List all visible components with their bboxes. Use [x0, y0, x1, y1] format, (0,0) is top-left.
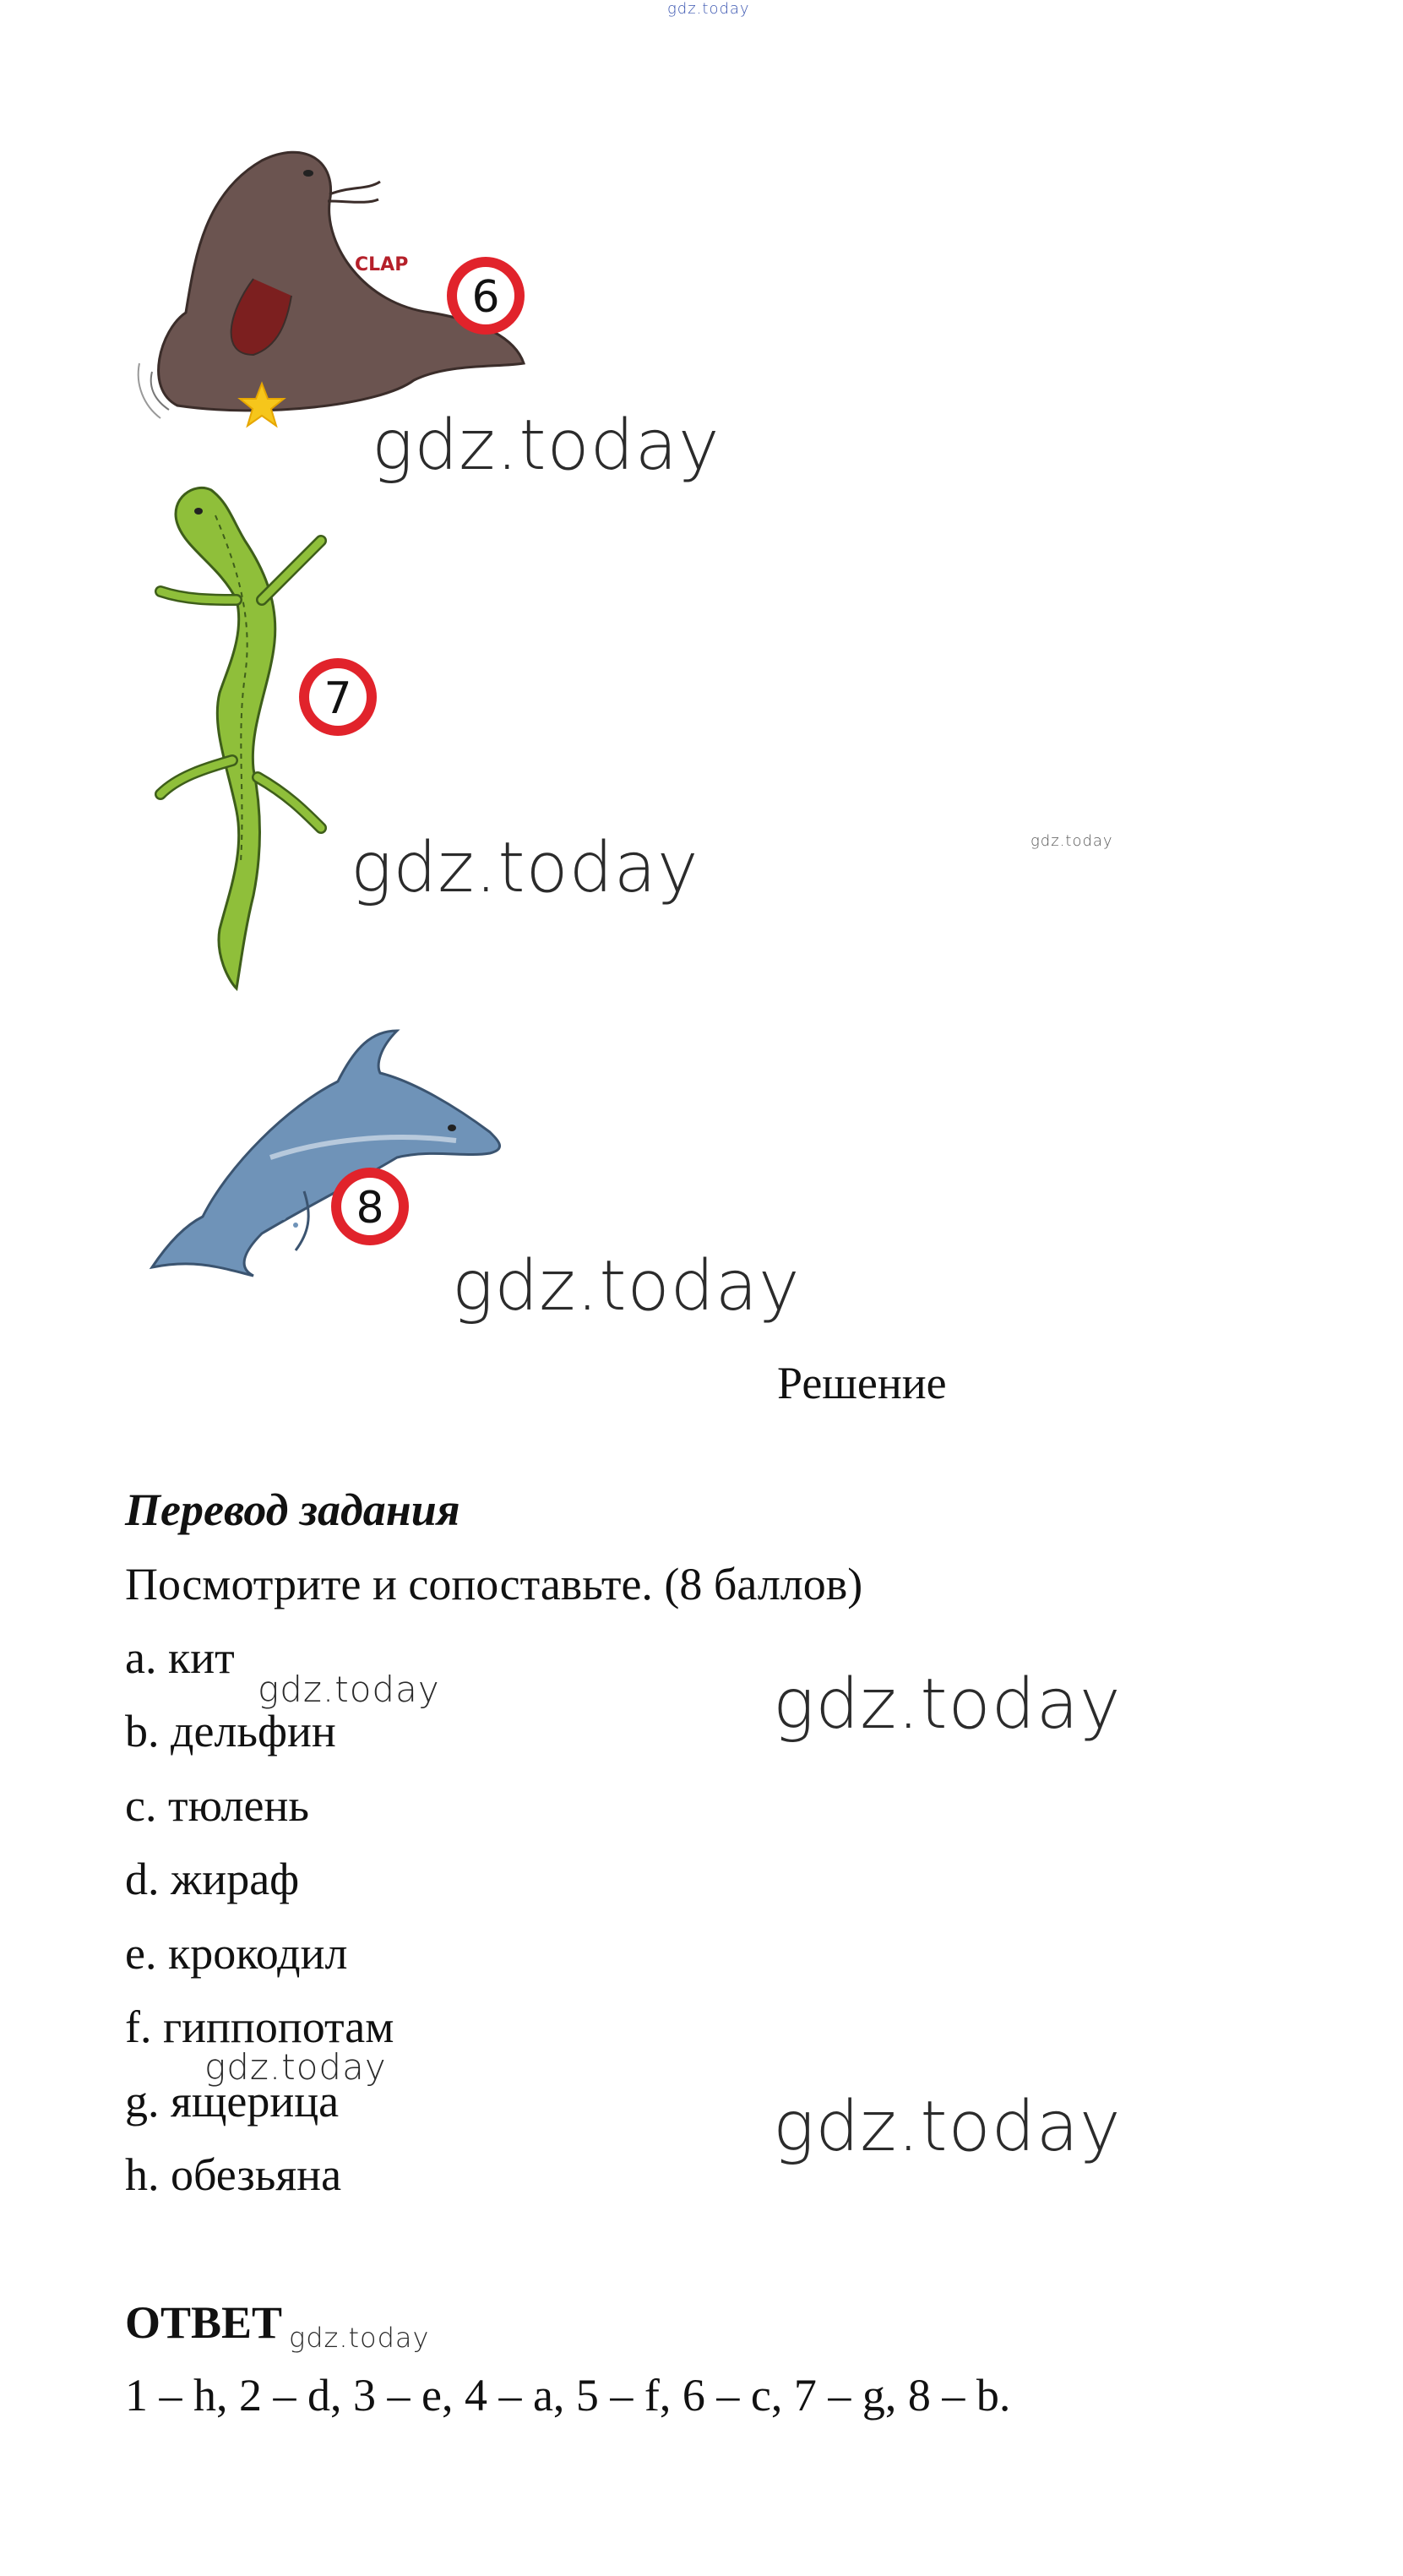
lizard-illustration [135, 473, 405, 997]
watermark: gdz.today [351, 828, 699, 908]
translation-instruction: Посмотрите и сопоставьте. (8 баллов) [125, 1559, 863, 1609]
watermark: gdz.today [773, 1664, 1122, 1745]
list-item: b. дельфин [125, 1706, 336, 1756]
badge-8: 8 [356, 1183, 384, 1234]
list-item: g. ящерица [125, 2076, 340, 2127]
watermark: gdz.today [1030, 832, 1113, 850]
top-watermark: gdz.today [667, 0, 750, 18]
badge-6: 6 [471, 272, 500, 323]
lizard-picture [135, 473, 405, 997]
watermark: gdz.today [258, 1669, 440, 1710]
badge-7: 7 [324, 673, 352, 724]
list-item: c. тюлень [125, 1780, 310, 1831]
list-item: f. гиппопотам [125, 2001, 394, 2052]
watermark: gdz.today [289, 2322, 430, 2354]
clap-text: CLAP [355, 254, 409, 275]
watermark: gdz.today [372, 406, 721, 486]
answer-text: 1 – h, 2 – d, 3 – e, 4 – a, 5 – f, 6 – c, 7 – g, 8 – b. [125, 2370, 1011, 2421]
list-item: d. жираф [125, 1854, 300, 1904]
solution-label: Решение [777, 1358, 947, 1408]
list-item: h. обезьяна [125, 2149, 342, 2200]
watermark: gdz.today [452, 1246, 801, 1326]
list-item: a. кит [125, 1632, 235, 1683]
watermark: gdz.today [204, 2046, 387, 2088]
answer-label: ОТВЕТ [125, 2297, 283, 2348]
translation-heading: Перевод задания [125, 1484, 460, 1535]
watermark: gdz.today [773, 2087, 1122, 2167]
list-item: e. крокодил [125, 1928, 348, 1979]
